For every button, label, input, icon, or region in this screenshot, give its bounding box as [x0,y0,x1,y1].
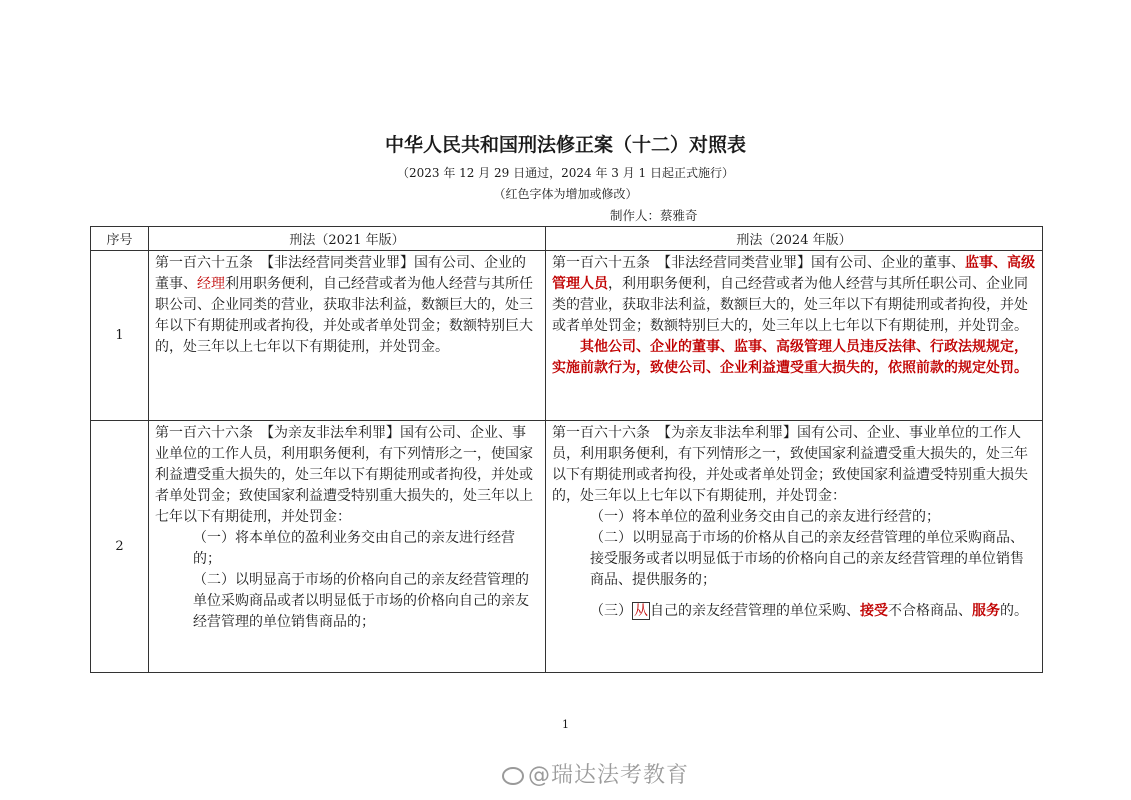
document-author: 制作人：蔡雅奇 [610,208,698,223]
old-law-cell [149,251,546,421]
watermark [502,758,689,789]
new-item-highlight: 服务 [972,603,1000,619]
new-item-boxed-word: 从 [634,603,648,619]
comparison-table [90,226,1043,673]
old-text-highlight: 经理 [197,276,225,292]
old-item: （二）以明显高于市场的价格向自己的亲友经营管理的单位采购商品或者以明显低于市场的价格向自己的亲友经营管理的单位销售商品的； [193,572,529,630]
old-item: （一）将本单位的盈利业务交由自己的亲友进行经营的； [193,530,515,567]
row-number: 2 [91,421,149,673]
old-text: 第一百六十六条 【为亲友非法牟利罪】国有公司、企业、事业单位的工作人员，利用职务便利，有下列情形之一，使国家利益遭受重大损失的，处三年以下有期徒刑或者拘役，并处或者单处罚金；致使国家利益遭受特别重大损失的，处三年以上七年以下有期徒刑，并处罚金： [155,425,533,525]
new-item: （二）以明显高于市场的价格从自己的亲友经营管理的单位采购商品、接受服务或者以明显低于市场的价格向自己的亲友经营管理的单位销售商品、提供服务的； [590,530,1024,588]
document-subtitle-note: （红色字体为增加或修改） [493,187,638,201]
header-old-law: 刑法（2021 年版） [149,227,546,251]
new-text: 第一百六十五条 【非法经营同类营业罪】国有公司、企业的董事、 [552,255,965,271]
table-row [91,421,1043,673]
old-law-cell [149,421,546,673]
weibo-icon [502,767,524,785]
table-row [91,251,1043,421]
row-number: 1 [91,251,149,421]
old-text: 第一百六十五条 【非法经营同类营业罪】国有公司、企业的董事、 [155,255,526,292]
new-text: 第一百六十六条 【为亲友非法牟利罪】国有公司、企业、事业单位的工作人员，利用职务便利，有下列情形之一，致使国家利益遭受重大损失的，处三年以下有期徒刑或者拘役，并处或者单处罚金；致使国家利益遭受特别重大损失的，处三年以上七年以下有期徒刑，并处罚金： [552,425,1028,504]
new-item: （一）将本单位的盈利业务交由自己的亲友进行经营的； [590,509,940,525]
watermark-text: @瑞达法考教育 [528,763,690,788]
old-text: 利用职务便利，自己经营或者为他人经营与其所任职公司、企业同类的营业，获取非法利益，数额巨大的，处三年以下有期徒刑或者拘役，并处或者单处罚金；数额特别巨大的，处三年以上七年以下有期徒刑，并处罚金。 [155,276,533,355]
new-item-part: 的。 [1000,603,1028,619]
new-item-part: 不合格商品、 [888,603,972,619]
new-item-part: （三） [590,603,632,619]
document-title: 中华人民共和国刑法修正案（十二）对照表 [384,134,746,156]
new-text: ，利用职务便利，自己经营或者为他人经营与其所任职公司、企业同类的营业，获取非法利益，数额巨大的，处三年以下有期徒刑或者拘役，并处或者单处罚金；数额特别巨大的，处三年以上七年以下有期徒刑，并处罚金。 [552,276,1028,334]
header-number: 序号 [91,227,149,251]
new-law-cell [546,251,1043,421]
new-item-highlight: 接受 [860,603,888,619]
table-header-row [91,227,1043,251]
new-text-added-paragraph: 其他公司、企业的董事、监事、高级管理人员违反法律、行政法规规定，实施前款行为，致使公司、企业利益遭受重大损失的，依照前款的规定处罚。 [552,339,1028,376]
document-subtitle-date: （2023 年 12 月 29 日通过，2024 年 3 月 1 日起正式施行） [396,166,735,180]
new-item-part: 自己的亲友经营管理的单位采购、 [650,603,860,619]
new-text-highlight: 监事、高级管理人员 [552,255,1035,292]
header-new-law: 刑法（2024 年版） [546,227,1043,251]
page-number: 1 [562,718,569,731]
new-law-cell [546,421,1043,673]
new-item-added [552,601,1036,622]
